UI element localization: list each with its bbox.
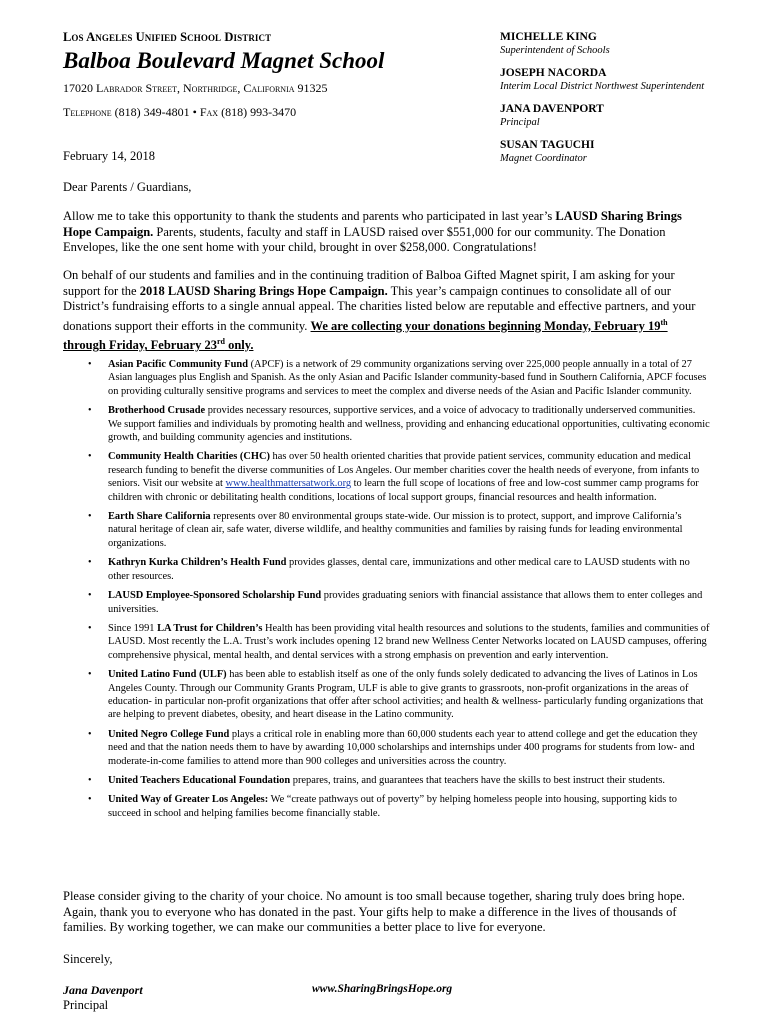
staff-entry [500, 138, 760, 166]
text: only. [224, 338, 254, 353]
staff-title: Principal [500, 117, 540, 128]
charity-link[interactable]: www.healthmattersatwork.org [225, 478, 352, 490]
charity-text: provides graduating seniors with financial assistance that allows them to enter colleges and universities. [108, 590, 703, 615]
charity-name: Asian Pacific Community Fund [108, 359, 248, 370]
bullet-icon: • [88, 774, 92, 786]
charity-item [88, 510, 710, 550]
campaign-website: www.SharingBringsHope.org [312, 983, 453, 995]
charity-item [88, 450, 710, 504]
text: This year’s campaign continues to consolidate all of our District’s fundraising efforts to a single annual appeal. The charities listed below are reputable and effective partners, and your donations support their efforts in the community. [63, 283, 696, 333]
charity-text: plays a critical role in enabling more than 60,000 students each year to attend college and get the education they need and that the nation needs them to have by awarding 10,000 scholarships and internships under 400 programs for students from low- and moderate-in-come families to attend more than 900 colleges and universities across the country. [108, 728, 698, 767]
charity-name: United Teachers Educational Foundation [108, 774, 291, 786]
ordinal: th [660, 317, 668, 327]
text: Parents, students, faculty and staff in LAUSD raised over $551,000 for our community. The Donation Envelopes, like the one sent home with your child, brought in over $258,000. Congratulations! [63, 224, 666, 254]
charity-name: United Latino Fund (ULF) [108, 669, 227, 681]
charity-name: Earth Share California [108, 511, 211, 523]
paragraph-appeal [63, 268, 713, 354]
charity-text: provides glasses, dental care, immunizations and other medical care to LAUSD students with no other resources. [108, 557, 690, 582]
charity-name: United Way of Greater Los Angeles: [108, 794, 269, 806]
staff-title: Superintendent of Schools [500, 45, 610, 56]
charity-item [88, 404, 710, 444]
closing-salutation: Sincerely, [63, 952, 113, 966]
signer-title: Principal [63, 998, 109, 1012]
staff-entry [500, 102, 760, 130]
charity-text: has over 50 health oriented charities that provide patient services, community education and medical research funding to benefit the diverse communities of Los Angeles. Our member charities cover the health needs of everyone, from infants to seniors. Visit our website at [108, 451, 700, 490]
charity-text: We “create pathways out of poverty” by helping homeless people into housing, supporting kids to succeed in school and helping families become financially stable. [108, 794, 677, 819]
staff-name: SUSAN TAGUCHI [500, 139, 595, 151]
bullet-icon: • [88, 511, 92, 523]
charity-text: Health has been providing vital health resources and solutions to the students, families and communities of LAUSD. Most recently the L.A. Trust’s work includes opening 12 brand new Wellness Center Networks located on LAUSD campuses, offering comprehensive physical, mental health, and dental services with a strong emphasis on prevention and early intervention. [108, 622, 710, 661]
paragraph-closing: Please consider giving to the charity of your choice. No amount is too small because together, sharing truly does bring hope. Again, thank you to everyone who has donated in the past. Your gifts help to make a difference in the lives of thousands of families. By working together, we can make our communities a better place to live for everyone. [63, 889, 685, 934]
charity-item [88, 793, 710, 820]
staff-entry [500, 30, 760, 58]
text: We are collecting your donations beginning Monday, February 19 [310, 318, 661, 333]
staff-title: Interim Local District Northwest Superintendent [500, 81, 705, 92]
school-name: Balboa Boulevard Magnet School [63, 48, 385, 73]
charity-text: has been able to establish itself as one of the only funds solely dedicated to advancing the lives of Latinos in Los Angeles County. Through our Community Grants Program, ULF is able to give grants to grassroots, non-profit organizations in the areas of education- in particular non-profit organizations that offer after school activities; and health & wellness- particularly funding organizations that are helping to prevent diabetes, obesity, and heart disease in the Latino community. [108, 669, 704, 721]
staff-name: JANA DAVENPORT [500, 103, 604, 115]
bullet-icon: • [88, 622, 92, 634]
campaign-name: 2018 LAUSD Sharing Brings Hope Campaign. [139, 283, 388, 298]
bullet-icon: • [88, 794, 92, 806]
signature: Jana Davenport [63, 983, 143, 997]
bullet-icon: • [88, 669, 92, 681]
staff-list [500, 30, 760, 174]
text: On behalf of our students and families and in the continuing tradition of Balboa Gifted Magnet spirit, I am asking for your support for the [63, 268, 675, 298]
bullet-icon: • [88, 557, 92, 569]
staff-name: MICHELLE KING [500, 31, 597, 43]
charity-name: LAUSD Employee-Sponsored Scholarship Fund [108, 590, 322, 602]
text: through Friday, February 23 [63, 338, 217, 353]
district-name: Los Angeles Unified School District [63, 30, 272, 44]
text: Allow me to take this opportunity to thank the students and parents who participated in last year’s [63, 209, 556, 223]
letterhead [63, 30, 483, 120]
staff-name: JOSEPH NACORDA [500, 67, 607, 79]
letter-greeting: Dear Parents / Guardians, [63, 180, 192, 194]
staff-title: Magnet Coordinator [500, 153, 587, 164]
charity-text: (APCF) is a network of 29 community organizations serving over 225,000 people annually in a total of 27 Asian languages plus English and Spanish. As the only Asian and Pacific Islander community-based fund in Southern California, APCF focuses on providing culturally sensitive programs and services to meet the complex and diverse needs of the Asian and Pacific Islander community. [108, 359, 707, 397]
charity-name: United Negro College Fund [108, 728, 230, 740]
charity-item [88, 556, 710, 583]
charity-name: LA Trust for Children’s [157, 622, 263, 634]
charity-item [88, 774, 710, 787]
charity-name: Kathryn Kurka Children’s Health Fund [108, 557, 287, 569]
campaign-name: LAUSD Sharing Brings Hope Campaign. [63, 209, 682, 239]
staff-entry [500, 66, 760, 94]
letter-date: February 14, 2018 [63, 149, 155, 163]
charity-text: provides necessary resources, supportive services, and a voice of advocacy to traditionally underserved communities. We support families and individuals by promoting health and wellness, providing and enhancing educational opportunities, cultivating economic growth, and building community agencies and institutions. [108, 405, 710, 444]
paragraph-thanks [63, 209, 713, 256]
charity-item [88, 589, 710, 616]
school-address: 17020 Labrador Street, Northridge, California 91325 [63, 81, 328, 95]
charity-item [88, 668, 710, 722]
charity-name: Community Health Charities (CHC) [108, 451, 270, 463]
bullet-icon: • [88, 405, 92, 417]
charity-text: Since 1991 [108, 622, 158, 634]
charity-item [88, 622, 710, 662]
charity-list [88, 358, 710, 826]
bullet-icon: • [88, 451, 92, 463]
bullet-icon: • [88, 728, 92, 740]
charity-item [88, 358, 710, 398]
charity-text: to learn the full scope of locations of free and low-cost summer camp programs for children with chronic or debilitating health conditions, locations of local support groups, financial resources and health information. [108, 478, 699, 503]
school-phone: Telephone (818) 349-4801 • Fax (818) 993-3470 [63, 105, 297, 119]
charity-name: Brotherhood Crusade [108, 405, 206, 417]
bullet-icon: • [88, 590, 92, 602]
bullet-icon: • [88, 359, 92, 370]
charity-text: represents over 80 environmental groups state-wide. Our mission is to protect, support, and improve California’s natural heritage of clean air, safe water, diverse wildlife, and healthy communities and families by raising funds for leading environmental organizations. [108, 511, 683, 549]
ordinal: rd [216, 337, 225, 347]
charity-text: prepares, trains, and guarantees that teachers have the skills to best instruct their students. [290, 774, 665, 786]
charity-item [88, 728, 710, 768]
